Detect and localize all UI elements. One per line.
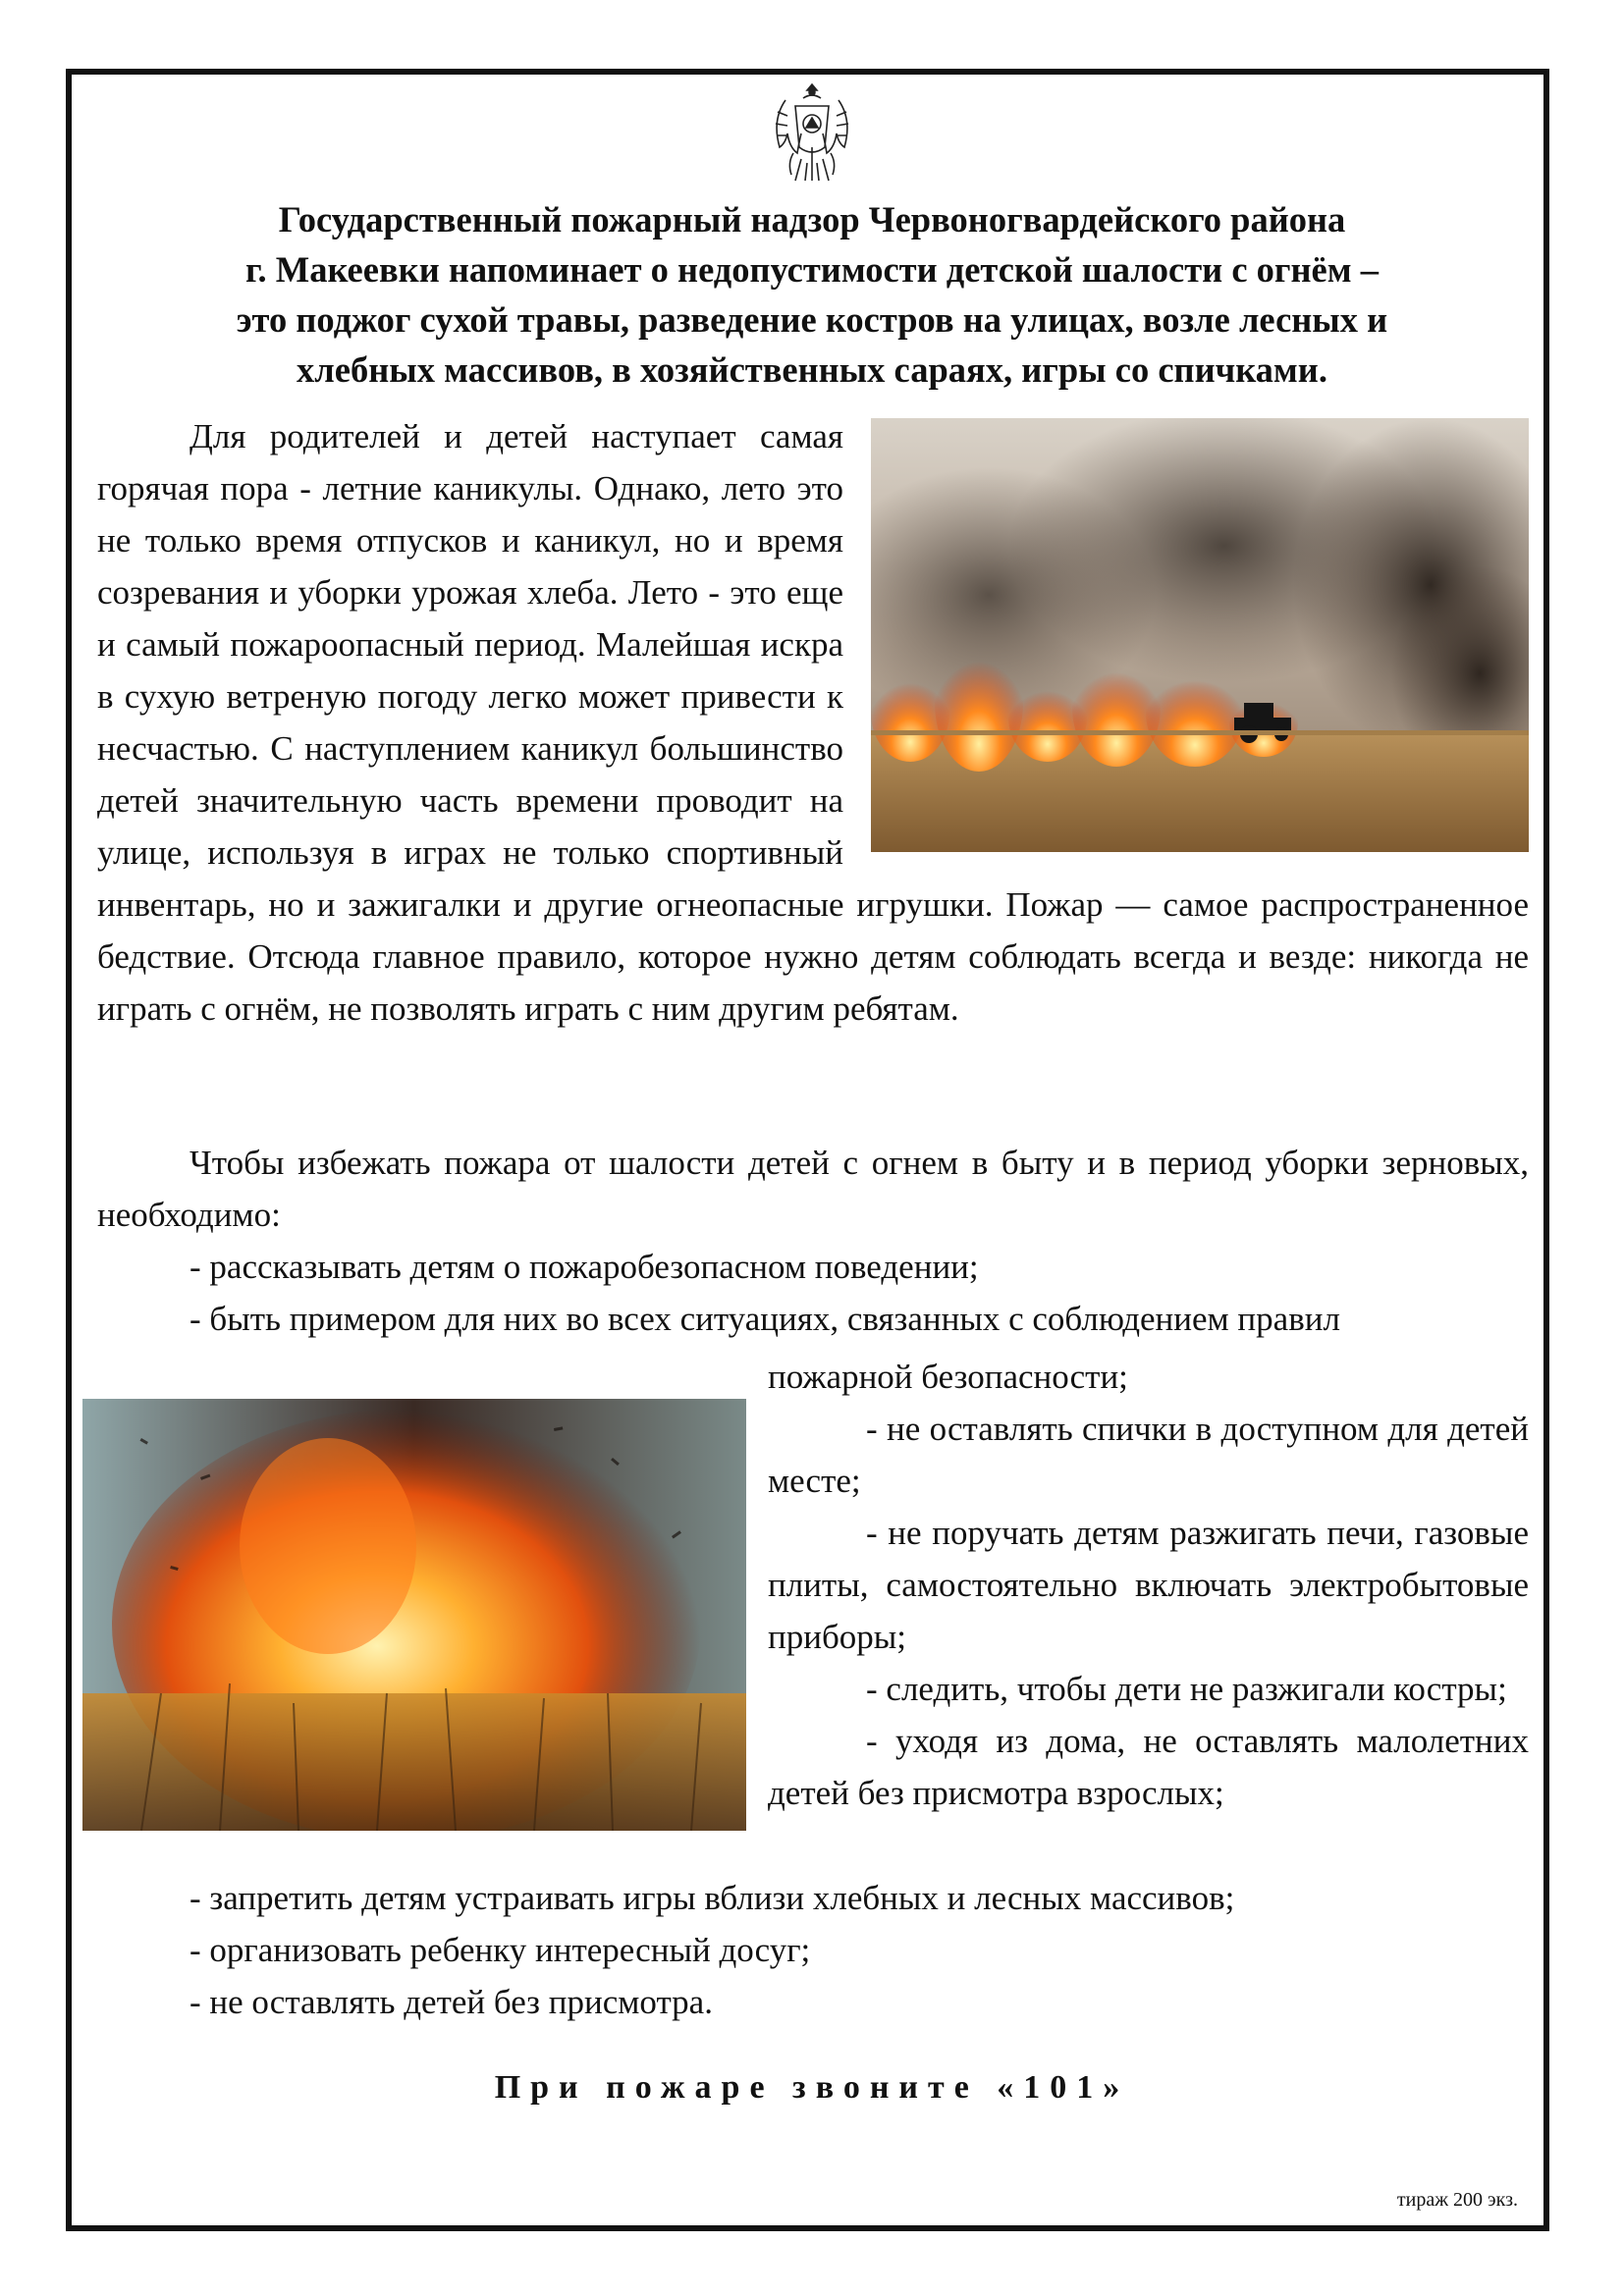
measure-item-1: - рассказывать детям о пожаробезопасном поведении; — [189, 1248, 979, 1286]
measure-item-3: - не оставлять спички в доступном для детей месте; — [768, 1410, 1529, 1500]
header-line-2: г. Макеевки напоминает о недопустимости детской шалости с огнём – — [245, 249, 1379, 290]
measures-final — [189, 1872, 1525, 2028]
intro-section — [97, 410, 1529, 1035]
measure-item-8: - организовать ребенку интересный досуг; — [189, 1931, 811, 1969]
measures-lead: Чтобы избежать пожара от шалости детей с огнем в быту и в период уборки зерновых, необходимо: — [97, 1144, 1529, 1234]
measures-right-column — [768, 1351, 1529, 1819]
measure-item-6: - уходя из дома, не оставлять малолетних детей без присмотра взрослых; — [768, 1722, 1529, 1812]
measure-item-5: - следить, чтобы дети не разжигали костры; — [866, 1670, 1507, 1708]
emergency-service-emblem-icon — [766, 79, 858, 187]
emergency-call-note: При пожаре звоните «101» — [494, 2069, 1130, 2106]
header-line-1: Государственный пожарный надзор Червоногвардейского района — [278, 199, 1346, 240]
measure-item-4: - не поручать детям разжигать печи, газовые плиты, самостоятельно включать электробытовые приборы; — [768, 1514, 1529, 1656]
circulation-note: тираж 200 экз. — [1396, 2189, 1518, 2211]
intro-paragraph: Для родителей и детей наступает самая горячая пора - летние каникулы. Однако, лето это не только время отпусков и каникул, но и время созревания и уборки урожая хлеба. Лето - это еще и самый пожароопасный период. Малейшая искра в сухую ветреную погоду легко может привести к несчастью. С наступлением каникул большинство детей значительную часть времени проводит на улице, используя в играх не только спортивный инвентарь, но и зажигалки и другие огнеопасные игрушки. Пожар — самое распространенное бедствие. Отсюда главное правило, которое нужно детям соблюдать всегда и везде: никогда не играть с огнём, не позволять играть с ним другим ребятам. — [97, 417, 1529, 1028]
measures-section — [97, 1137, 1529, 1345]
measure-item-7: - запретить детям устраивать игры вблизи хлебных и лесных массивов; — [189, 1879, 1235, 1917]
page-header — [98, 194, 1526, 395]
measure-item-2-end: пожарной безопасности; — [768, 1358, 1128, 1396]
header-line-3: это поджог сухой травы, разведение костров на улицах, возле лесных и — [236, 299, 1388, 340]
wheat-fire-photo — [82, 1399, 746, 1831]
field-fire-tractor-photo — [871, 418, 1529, 852]
header-line-4: хлебных массивов, в хозяйственных сараях, игры со спичками. — [297, 349, 1327, 390]
measure-item-9: - не оставлять детей без присмотра. — [189, 1983, 713, 2021]
measure-item-2-start: - быть примером для них во всех ситуациях, связанных с соблюдением правил — [189, 1300, 1340, 1338]
